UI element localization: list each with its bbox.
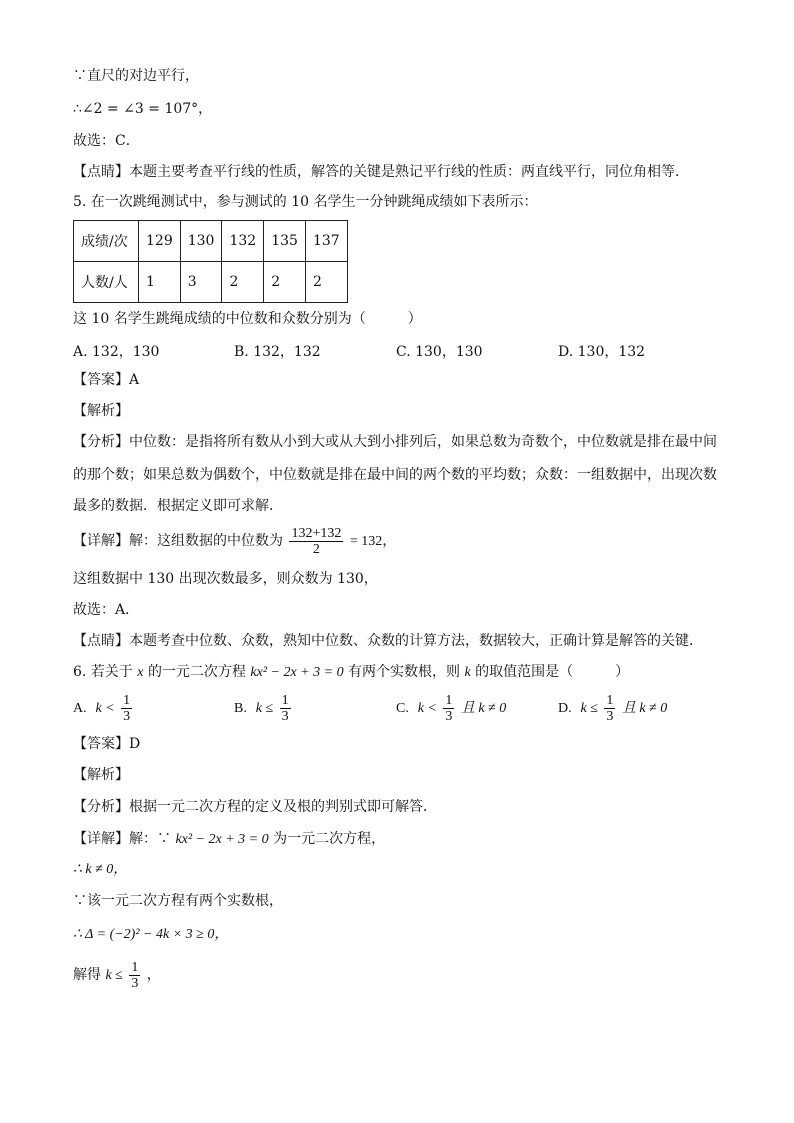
q5-fenxi-line-3: 最多的数据．根据定义即可求解． (73, 498, 283, 514)
q5-fenxi-line-1: 【分析】中位数：是指将所有数从小到大或从大到小排列后，如果总数为奇数个，中位数就是排在最中间 (73, 434, 717, 450)
q6-option-d-fraction (604, 693, 615, 724)
table-cell: 3 (180, 262, 222, 303)
fraction-denominator: 3 (131, 975, 139, 991)
q6-option-d-math: k ≤ (580, 701, 598, 716)
q6-solve-math: k ≤ (105, 968, 123, 983)
q5-option-d: D. 130，132 (558, 344, 646, 360)
q6-stem-equation: kx² − 2x + 3 = 0 (250, 665, 344, 680)
q6-solution (73, 957, 161, 994)
q6-option-b-math: k ≤ (255, 701, 274, 716)
q5-option-c: C. 130，130 (396, 344, 483, 360)
q6-stem-a: 6. 若关于 (73, 664, 133, 680)
q6-option-b-label: B. (234, 701, 247, 716)
fraction-numerator: 1 (606, 692, 614, 708)
fraction-denominator: 3 (445, 708, 453, 724)
fraction-numerator: 1 (123, 692, 131, 708)
q6-analysis-label: 【解析】 (73, 767, 129, 783)
table-cell: 2 (305, 262, 347, 303)
q5-fenxi-line-2: 的那个数；如果总数为偶数个，中位数就是排在最中间的两个数的平均数；众数：一组数据中，出现次数 (73, 467, 717, 483)
score-table (73, 220, 348, 303)
q6-solve-tail: ， (146, 967, 161, 983)
table-cell: 137 (305, 221, 347, 262)
table-cell: 130 (180, 221, 222, 262)
q6-solve-prefix: 解得 (73, 967, 101, 983)
q5-option-b: B. 132，132 (234, 344, 321, 360)
q5-question: 这 10 名学生跳绳成绩的中位数和众数分别为（ ） (73, 311, 422, 327)
q6-stem-d: 的取值范围是（ ） (475, 664, 630, 680)
q5-xiangjie-result: = 132， (349, 534, 397, 549)
table-cell: 1 (139, 262, 181, 303)
fraction-denominator: 3 (281, 708, 289, 724)
q5-xiangjie-prefix: 【详解】解：这组数据的中位数为 (73, 533, 283, 549)
intro-line-3: 故选：C． (73, 133, 140, 149)
q5-analysis-label: 【解析】 (73, 403, 129, 419)
q5-dianjing: 【点睛】本题考查中位数、众数，熟知中位数、众数的计算方法，数据较大，正确计算是解答的关键． (73, 633, 703, 649)
q6-option-c-math: k < (417, 701, 437, 716)
fraction-denominator: 3 (123, 708, 131, 724)
q6-stem-b: 的一元二次方程 (147, 664, 246, 680)
q5-xiangjie (73, 523, 396, 560)
q6-stem-k: k (464, 665, 471, 680)
intro-line-1: ∵直尺的对边平行， (73, 68, 199, 84)
median-fraction-numerator: 132+132 (291, 525, 342, 541)
q6-option-c (396, 690, 506, 727)
intro-dianjing: 【点睛】本题主要考查平行线的性质，解答的关键是熟记平行线的性质：两直线平行，同位角相等． (73, 164, 689, 180)
fraction-numerator: 1 (445, 692, 453, 708)
q5-option-a: A. 132，130 (73, 344, 160, 360)
median-fraction-denominator: 2 (289, 541, 343, 557)
table-cell: 2 (264, 262, 306, 303)
table-head-score: 成绩/次 (74, 221, 139, 262)
q6-option-d-tail: 且 k ≠ 0 (621, 701, 668, 716)
q6-option-b-fraction (280, 693, 291, 724)
q6-xiangjie (73, 830, 385, 849)
q6-k-not-zero: ∴ k ≠ 0， (73, 862, 128, 877)
q6-stem (73, 663, 629, 682)
intro-line-2: ∴∠2 = ∠3 = 107°， (73, 101, 213, 117)
median-fraction (289, 526, 343, 557)
table-row (74, 221, 348, 262)
q6-option-c-tail: 且 k ≠ 0 (460, 701, 507, 716)
table-cell: 132 (222, 221, 264, 262)
q6-option-a (73, 690, 134, 727)
q6-xiangjie-b: 为一元二次方程， (273, 831, 386, 847)
table-cell: 135 (264, 221, 306, 262)
q5-stem: 5. 在一次跳绳测试中，参与测试的 10 名学生一分钟跳绳成绩如下表所示： (73, 194, 538, 210)
q6-option-a-label: A. (73, 701, 87, 716)
q6-xiangjie-equation: kx² − 2x + 3 = 0 (175, 832, 269, 847)
q6-two-roots: ∵该一元二次方程有两个实数根， (73, 893, 283, 909)
q6-solve-fraction (129, 960, 140, 991)
q6-fenxi: 【分析】根据一元二次方程的定义及根的判别式即可解答． (73, 799, 437, 815)
q6-option-a-fraction (121, 693, 132, 724)
q6-stem-x: x (137, 665, 144, 680)
q6-answer: 【答案】D (73, 736, 141, 752)
table-row (74, 262, 348, 303)
q5-mode-line: 这组数据中 130 出现次数最多，则众数为 130， (73, 571, 378, 587)
fraction-numerator: 1 (131, 959, 139, 975)
fraction-denominator: 3 (606, 708, 614, 724)
table-head-count: 人数/人 (74, 262, 139, 303)
fraction-numerator: 1 (281, 692, 289, 708)
q5-choose: 故选：A． (73, 602, 140, 618)
q6-option-a-math: k < (95, 701, 115, 716)
table-cell: 129 (139, 221, 181, 262)
q6-discriminant: ∴ Δ = (−2)² − 4k × 3 ≥ 0， (73, 927, 229, 942)
q6-stem-c: 有两个实数根，则 (348, 664, 461, 680)
q6-option-b (234, 690, 293, 727)
q6-option-d-label: D. (558, 701, 572, 716)
table-cell: 2 (222, 262, 264, 303)
q6-option-c-label: C. (396, 701, 409, 716)
q6-option-c-fraction (443, 693, 454, 724)
q5-answer: 【答案】A (73, 372, 140, 388)
q6-option-d (558, 690, 667, 727)
q6-xiangjie-a: 【详解】解：∵ (73, 831, 171, 847)
